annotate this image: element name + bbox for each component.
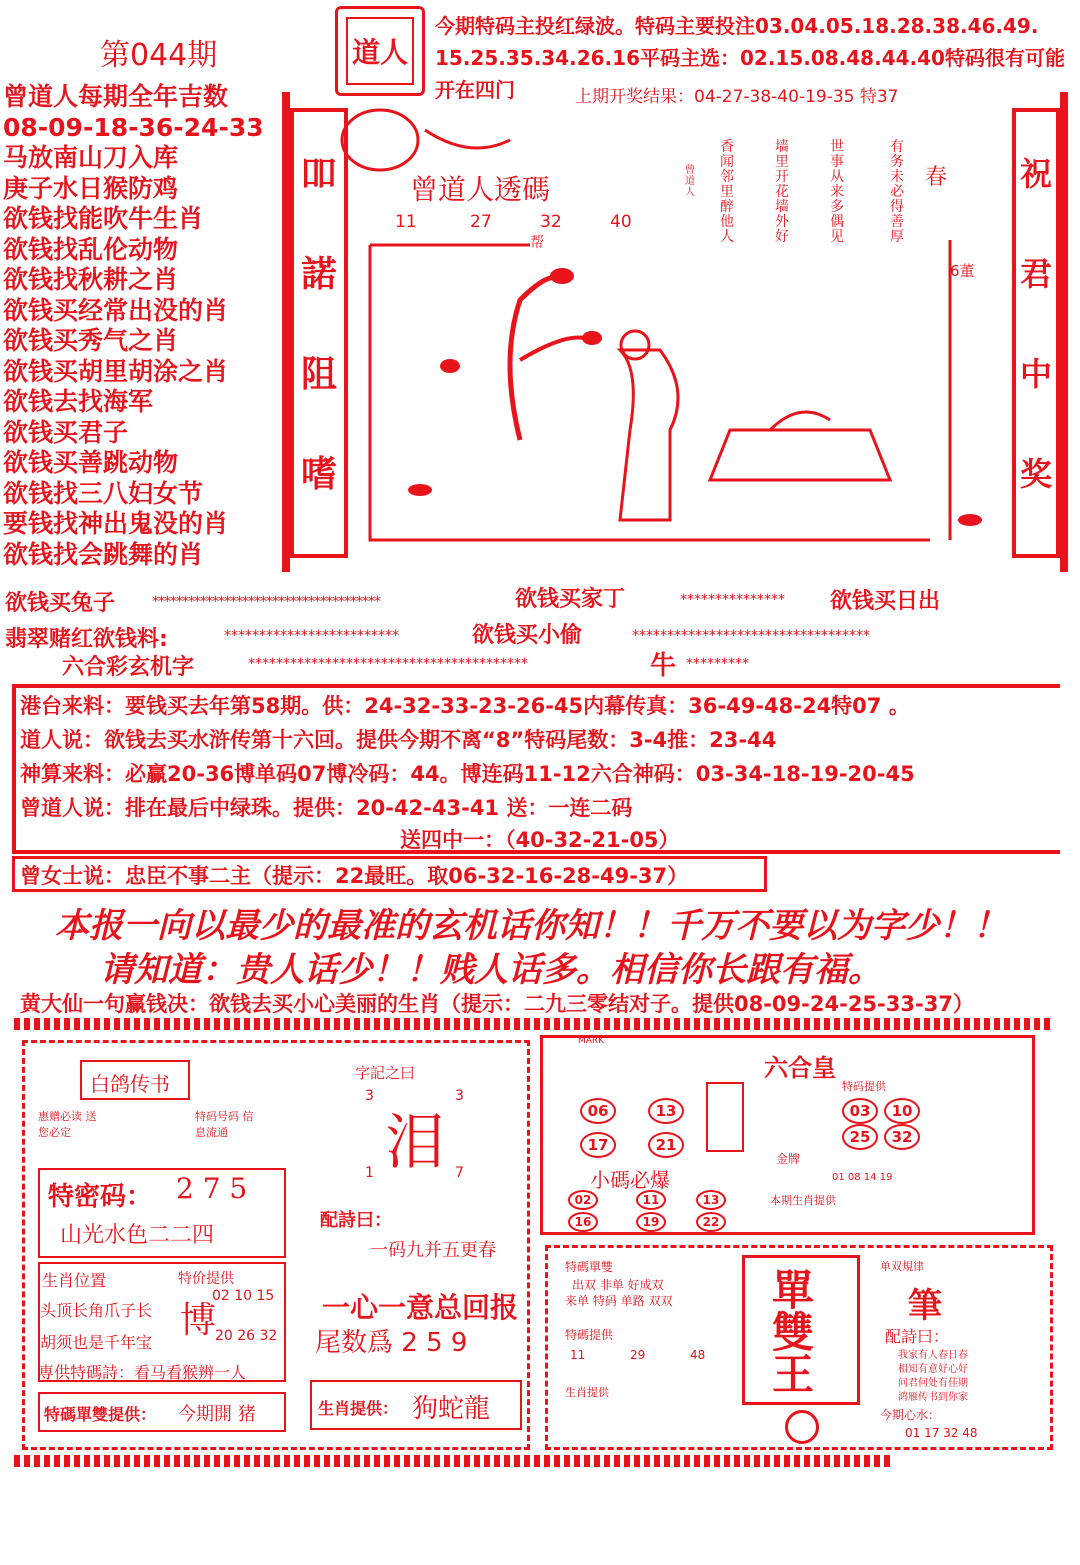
banner-char: 中 [1019,355,1052,393]
number-ball: 25 [842,1124,878,1150]
poem-column: 曾道人 [685,165,695,198]
banner-char: 吅 [300,154,337,195]
number-ball: 06 [580,1098,616,1124]
picture-spring: 春 [925,165,948,190]
ds-line-1: 出双 非单 好成双 [572,1278,664,1292]
header-line-2: 15.25.35.34.26.16平码主选：02.15.08.48.44.40特码很有可能 [435,46,1065,70]
liuhe-title: 六合皇 [764,1054,836,1082]
left-banner-pole [282,92,290,572]
banner-char: 諾 [300,254,337,295]
star-line-3-b: 牛 [650,651,677,681]
slogan-line-1: 本报一向以最少的最准的玄机话你知！！千万不要以为字少！！ [55,906,1007,946]
star-fill: *************** [680,592,785,608]
star-fill: ********* [686,656,749,672]
big-char-wang: 王 [772,1350,815,1399]
zhuanshi-label: 单双規律 [880,1260,924,1273]
jinqi-nums: 01 17 32 48 [905,1426,978,1440]
gold-label: 金牌 [776,1152,801,1166]
logo-text: 道人 [351,36,408,69]
bengqi-label: 本期生肖提供 [770,1194,836,1207]
sx-label: 生肖提供： [318,1399,399,1418]
left-clue-list [3,82,293,570]
left-clue: 欲钱找三八妇女节 [3,478,204,508]
corner-num: 3 [455,1088,464,1104]
pos-line-1: 头顶长角爪子长 [40,1301,153,1320]
peishi-label: 配詩曰： [885,1327,950,1346]
poem-column: 有务未必得善厚 [890,139,904,245]
tg-num: 29 [630,1348,646,1362]
poem-label: 配詩曰： [320,1210,392,1231]
star-line-3-a: 六合彩玄机字 [62,655,195,680]
mark-strip: MARK [578,1036,605,1046]
poem-column: 墙里开花墙外好 [775,139,789,245]
info-line-3: 神算来料：必赢20-36博单码07博冷码：44。博连码11-12六合神码：03-34-18-19-20-45 [20,762,915,786]
yixin-text: 一心一意总回报 [322,1291,519,1324]
number-ball: 32 [884,1124,920,1150]
danshuang-label: 特碼單雙提供： [44,1405,157,1424]
bo-char: 博 [180,1300,217,1341]
info-line-6: 曾女士说：忠臣不事二主（提示：22最旺。取06-32-16-28-49-37） [20,864,689,888]
poem-text: 一码九并五更春 [370,1240,496,1261]
line-nums: 01 08 14 19 [832,1172,893,1183]
poem-column: 香闻邻里醉他人 [720,139,734,245]
picture-number: 40 [610,212,632,232]
left-clue: 欲钱找秋耕之肖 [3,265,179,294]
shengxiao-pos-label: 生肖位置 [42,1271,107,1290]
number-ball: 11 [636,1190,666,1210]
jinqi-label: 今期心水： [880,1408,941,1422]
tema-value: 2 7 5 [176,1172,248,1205]
special-poem: 専供特碼詩：看马看猴辨一人 [38,1363,247,1382]
right-glyph: 筆 [908,1286,942,1326]
star-fill: **************************************** [248,656,528,672]
number-ball: 22 [696,1212,726,1232]
big-char-shuang: 雙 [772,1308,815,1357]
banner-char: 祝 [1019,155,1052,193]
left-clue: 要钱找神出鬼没的肖 [3,509,229,538]
sx-tg-label: 生肖提供 [565,1386,609,1399]
small-note-left: 惠赠必读 送您必定 [38,1110,97,1139]
tg-num: 11 [570,1348,586,1362]
info-line-2: 道人说：欲钱去买水浒传第十六回。提供今期不离“8”特码尾数：3-4推：23-44 [20,728,777,752]
corner-num: 7 [455,1165,464,1181]
xiaoma-label: 小碼必爆 [590,1168,670,1192]
star-fill: ************************************** [152,594,380,610]
right-banner-pole [1060,92,1068,572]
char-title: 字記之曰 [355,1064,416,1082]
big-char-dan: 單 [772,1266,815,1315]
nums-row-2: 20 26 32 [215,1328,278,1344]
weishu-text: 尾数爲 2 5 9 [315,1328,468,1358]
left-clue: 欲钱去找海军 [3,387,154,416]
left-clue: 欲钱找乱伦动物 [3,234,179,264]
star-fill: ************************* [224,628,399,644]
info-line-4: 曾道人说：排在最后中绿珠。提供：20-42-43-41 送：一连二码 [20,796,633,820]
left-clue: 欲钱买经常出没的肖 [3,295,229,325]
stamp-text: 白鸽传书 [90,1072,170,1096]
left-clue: 马放南山刀入库 [3,143,179,172]
star-line-2-a: 翡翠赌红欲钱料: [5,627,168,652]
left-clue: 欲钱找能吹牛生肖 [3,204,204,233]
banner-char: 奖 [1019,455,1052,493]
tejia-label: 特价提供 [178,1271,234,1287]
left-clue: 曾道人每期全年吉数 [3,82,229,111]
sx-value: 狗蛇龍 [412,1394,491,1424]
number-ball: 02 [568,1190,598,1210]
number-ball: 03 [842,1098,878,1124]
number-ball: 13 [696,1190,726,1210]
poem-column: 世事从来多偶见 [830,139,844,245]
left-clue: 欲钱找会跳舞的肖 [3,539,204,569]
star-fill: ********************************** [632,628,870,644]
left-clue: 欲钱买胡里胡涂之肖 [3,356,229,386]
star-line-1-c: 欲钱买日出 [830,589,941,614]
star-line-2-b: 欲钱买小偷 [472,623,583,648]
big-char: 泪 [385,1108,445,1178]
small-note-right: 特码号码 信息流通 [195,1110,254,1139]
tema-tg-label: 特碼提供 [565,1328,614,1342]
danshuang-value: 今期開 猪 [178,1404,256,1425]
issue-number: 第044期 [100,38,218,73]
number-ball: 19 [636,1212,666,1232]
header-line-3: 开在四门 [435,78,515,102]
number-ball: 13 [648,1098,684,1124]
left-clue: 08-09-18-36-24-33 [3,112,264,142]
ds-line-2: 来单 特码 单路 双双 [565,1294,673,1308]
nums-row-1: 02 10 15 [212,1288,275,1304]
picture-dong: 6董 [950,262,975,280]
info-line-1: 港台来料：要钱买去年第58期。供：24-32-33-23-26-45内幕传真：36-49-48-24特07 。 [20,694,910,718]
slogan-line-2: 请知道：贵人话少！！贱人话多。相信你长跟有福。 [100,950,882,990]
banner-char: 阻 [300,354,337,395]
header-line-1: 今期特码主投红绿波。特码主要投注03.04.05.18.28.38.46.49. [435,14,1039,38]
banner-char: 君 [1019,255,1052,293]
central-illustration [330,100,1010,570]
picture-number: 11 [395,212,417,232]
banner-char: 嗜 [300,454,337,495]
pos-line-2: 胡须也是千年宝 [40,1333,153,1352]
left-clue: 欲钱买善跳动物 [3,448,179,477]
number-ball: 17 [580,1132,616,1158]
last-result: 上期开奖结果：04-27-38-40-19-35 特37 [575,87,899,107]
peishi-line: 我家有人春日春 [898,1350,968,1361]
star-line-1-b: 欲钱买家丁 [515,587,626,612]
tema-label: 特密码： [48,1182,153,1212]
number-ball: 21 [648,1132,684,1158]
number-ball: 16 [568,1212,598,1232]
flower-icon [785,1410,819,1444]
divider [14,1018,1054,1030]
divider [14,1455,894,1467]
picture-number: 27 [470,212,492,232]
info-line-5: 送四中一：（40-32-21-05） [400,828,680,852]
left-clue: 庚子水日猴防鸡 [3,173,179,203]
corner-num: 3 [365,1088,374,1104]
huang-daxian-line: 黄大仙一句赢钱决：欲钱去买小心美丽的生肖（提示：二九三零结对子。提供08-09-24-25-33-37） [20,992,974,1016]
tg-num: 48 [690,1348,706,1362]
picture-title: 曾道人透碼 [410,173,551,206]
left-clue: 欲钱买君子 [3,417,129,447]
picture-number: 32 [540,212,562,232]
right-vertical-banner [1012,108,1060,558]
corner-num: 1 [365,1165,374,1181]
picture-bang: 帮 [530,235,544,251]
peishi-line: 相知有意好心好 [898,1364,968,1375]
peishi-line: 鸿雁传书到你家 [898,1392,968,1403]
peishi-line: 问君何处有佳期 [898,1378,968,1389]
tema-tigong: 特码提供 [842,1080,886,1093]
logo [335,6,425,96]
star-line-1-a: 欲钱买兔子 [5,591,116,616]
shanguang: 山光水色二二四 [60,1223,215,1248]
middle-box [706,1082,744,1152]
number-ball: 10 [884,1098,920,1124]
left-clue: 欲钱买秀气之肖 [3,326,179,355]
danshuang-title: 特碼單雙 [565,1260,614,1274]
